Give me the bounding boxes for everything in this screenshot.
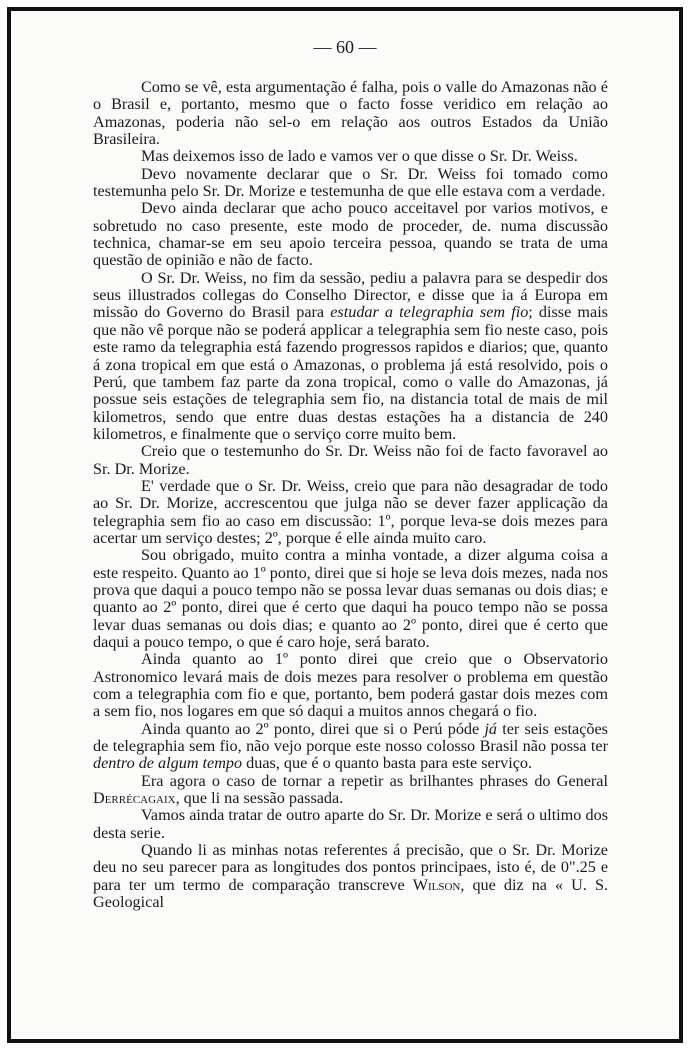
paragraph-4: Devo ainda declarar que acho pouco acceitavel por varios motivos, e sobretudo no caso presente, este modo de proceder, de. numa discussão technica, chamar-se em seu apoio terceira pessoa, quando se trata de uma questão de opinião e não de facto. — [93, 199, 608, 270]
paragraph-3: Devo novamente declarar que o Sr. Dr. Weiss foi tomado como testemunha pelo Sr. Dr. Morize e testemunha de que elle estava com a verdade. — [93, 164, 608, 201]
paragraph-5-text-b: ; disse mais que não vê porque não se poderá applicar a telegraphia sem fio neste caso, pois este ramo da telegraphia está fazendo progressos rapidos e diarios; que, quanto á zona tropical em que está o Amazonas, o problema já está resolvido, pois o Perú, que tambem faz parte da zona tropical, como o valle do Amazonas, já possue seis estações de telegraphia sem fio, na distancia total de mais de mil kilometros, sendo que entre duas destas estações ha a distancia de 240 kilometros, e finalmente que o serviço corre muito bem. — [93, 303, 608, 443]
paragraph-12: Vamos ainda tratar de outro aparte do Sr. Dr. Morize e será o ultimo dos desta serie. — [93, 806, 608, 842]
paragraph-9: Ainda quanto ao 1º ponto direi que creio que o Observatorio Astronomico levará mais de dois mezes para resolver o problema em questão com a telegraphia com fio e que, portanto, bem poderá gastar dois mezes com a sem fio, nos logares em que só daqui a muitos annos chegará o fio. — [93, 650, 608, 721]
paragraph-13-text-b: , que diz na « U. S. Geological — [93, 875, 609, 912]
paragraph-5-italic: estudar a telegraphia sem fio — [330, 303, 529, 322]
paragraph-11-text-a: Era agora o caso de tornar a repetir as brilhantes phrases do General — [141, 771, 608, 790]
paragraph-13-text-a: Quando li as minhas notas referentes á precisão, que o Sr. Dr. Morize deu no seu parecer para as longitudes dos pontos principaes, isto é, de 0".25 e para ter um termo de comparação transcreve — [93, 841, 608, 894]
paragraph-8: Sou obrigado, muito contra a minha vontade, a dizer alguma coisa a este respeito. Quanto ao 1º ponto, direi que si hoje se leva dois mezes, nada nos prova que daqui a pouco tempo não se possa levar duas semanas ou dois dias; e quanto ao 2º ponto, direi que é certo que daqui ha pouco tempo não se possa levar duas semanas ou dois dias; e quanto ao 2º ponto, direi que é certo que daqui a pouco tempo, o que é caro hoje, será barato. — [93, 546, 608, 651]
body-text — [93, 79, 608, 912]
paragraph-2: Mas deixemos isso de lado e vamos ver o que disse o Sr. Dr. Weiss. — [141, 147, 578, 166]
page-number: — 60 — — [313, 37, 377, 57]
paragraph-11 — [93, 773, 608, 808]
paragraph-11-small-caps: Derrécagaix — [93, 789, 176, 808]
paragraph-10-italic-b: dentro de algum tempo — [93, 754, 243, 773]
paragraph-5-text-a: O Sr. Dr. Weiss, no fim da sessão, pediu a palavra para se despedir dos seus illustrados collegas do Conselho Director, e disse que ia á Europa em missão do Governo do Brasil para — [93, 268, 608, 322]
paragraph-10 — [93, 721, 608, 773]
paragraph-13 — [93, 842, 608, 911]
paragraph-1: Como se vê, esta argumentação é falha, pois o valle do Amazonas não é o Brasil e, portanto, mesmo que o facto fosse veridico em relação ao Amazonas, poderia não sel-o em relação aos outros Estados da União Brasileira. — [93, 78, 608, 149]
paragraph-13-small-caps: Wilson — [412, 875, 461, 894]
paragraph-5 — [93, 270, 608, 443]
paragraph-10-text-a: Ainda quanto ao 2º ponto, direi que si o Perú póde — [141, 719, 485, 738]
paragraph-11-text-b: , que li na sessão passada. — [175, 789, 344, 808]
paragraph-10-text-c: duas, que é o quanto basta para este serviço. — [242, 754, 533, 773]
paragraph-10-text-b: ter seis estações de telegraphia sem fio, não vejo porque este nosso colosso Brasil não possa ter — [93, 719, 608, 756]
page-frame — [7, 7, 683, 1043]
paragraph-10-italic-a: já — [484, 719, 498, 738]
paragraph-7: E' verdade que o Sr. Dr. Weiss, creio que para não desagradar de todo ao Sr. Dr. Morize, accrescentou que julga não se dever fazer applicação da telegraphia sem fio ao caso em discussão: 1º, porque leva-se dois mezes para acertar um serviço destes; 2º, porque é elle ainda muito caro. — [93, 476, 608, 547]
paragraph-6: Creio que o testemunho do Sr. Dr. Weiss não foi de facto favoravel ao Sr. Dr. Morize. — [93, 442, 608, 478]
